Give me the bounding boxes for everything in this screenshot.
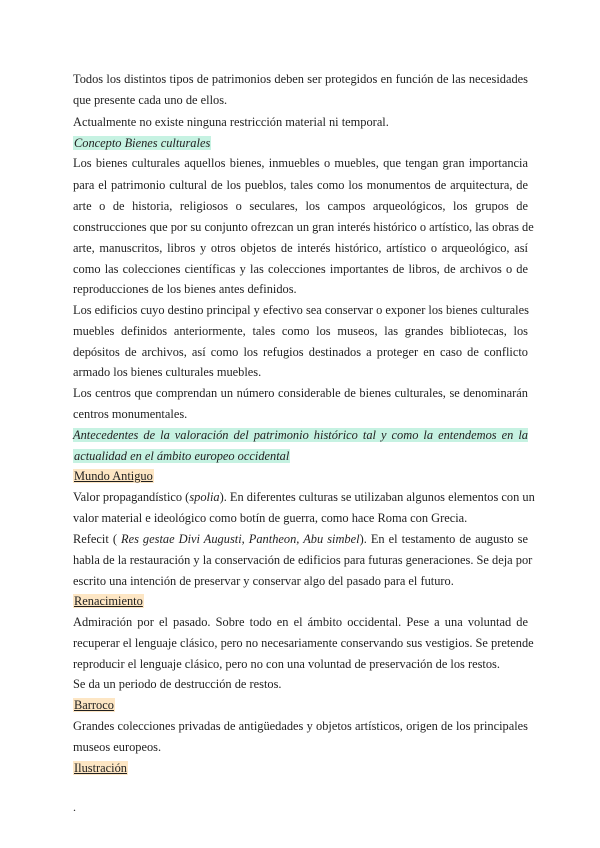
paragraph-line: Todos los distintos tipos de patrimonios deben ser protegidos en función de las necesidades: [73, 72, 528, 86]
text-run: Refecit (: [73, 532, 121, 546]
heading-mundo-antiguo-text: Mundo Antiguo: [74, 469, 153, 483]
paragraph-line: Se da un periodo de destrucción de restos.: [73, 677, 282, 691]
paragraph-line: Los bienes culturales aquellos bienes, inmuebles o muebles, que tengan gran importancia: [73, 156, 528, 170]
paragraph-line: valor material e ideológico como botín de guerra, como hace Roma con Grecia.: [73, 511, 468, 525]
heading-barroco: [73, 698, 528, 712]
paragraph-line: [73, 490, 535, 504]
paragraph-line: para el patrimonio cultural de los pueblos, tales como los monumentos de arquitectura, de: [73, 178, 528, 192]
paragraph-line: armado los bienes culturales muebles.: [73, 365, 262, 379]
paragraph-line: que presente cada uno de ellos.: [73, 93, 228, 107]
italic-run: Res gestae Divi Augusti, Pantheon, Abu simbel: [121, 532, 360, 546]
paragraph-line: habla de la restauración y la conservación de edificios para futuras generaciones. Se deja por: [73, 553, 533, 567]
heading-concepto: [73, 136, 528, 150]
heading-antecedentes: Antecedentes de la valoración del patrimonio histórico tal y como la entendemos en la: [73, 428, 528, 442]
paragraph-line: museos europeos.: [73, 740, 162, 754]
heading-ilustracion-text: Ilustración: [74, 761, 127, 775]
heading-ilustracion: [73, 761, 528, 775]
heading-antecedentes-text: actualidad en el ámbito europeo occidental: [74, 449, 290, 463]
heading-renacimiento: [73, 594, 528, 608]
paragraph-line: arte, manuscritos, libros y otros objetos de interés histórico, artístico o arqueológico, así: [73, 241, 528, 255]
paragraph-line: Los edificios cuyo destino principal y efectivo sea conservar o exponer los bienes culturales: [73, 303, 529, 317]
heading-renacimiento-text: Renacimiento: [74, 594, 143, 608]
paragraph-line: [73, 532, 528, 546]
paragraph-line: reproducciones de los bienes antes definidos.: [73, 282, 297, 296]
paragraph-line: arte o de historia, religiosos o seculares, los campos arqueológicos, los grupos de: [73, 199, 528, 213]
heading-concepto-text: Concepto Bienes culturales: [74, 136, 211, 150]
text-run: Valor propagandístico (: [73, 490, 190, 504]
paragraph-line: como las colecciones científicas y las colecciones importantes de libros, de archivos o de: [73, 262, 528, 276]
paragraph-line: Los centros que comprendan un número considerable de bienes culturales, se denominarán: [73, 386, 528, 400]
heading-antecedentes-line2: [73, 449, 528, 463]
heading-mundo-antiguo: [73, 469, 528, 483]
paragraph-line: Admiración por el pasado. Sobre todo en el ámbito occidental. Pese a una voluntad de: [73, 615, 528, 629]
text-run: ). En el testamento de augusto se: [359, 532, 528, 546]
paragraph-line: Grandes colecciones privadas de antigüedades y objetos artísticos, origen de los principales: [73, 719, 528, 733]
paragraph-line: Actualmente no existe ninguna restricción material ni temporal.: [73, 115, 389, 129]
paragraph-line: muebles definidos anteriormente, tales como los museos, las grandes bibliotecas, los: [73, 324, 528, 338]
heading-barroco-text: Barroco: [74, 698, 114, 712]
paragraph-line: reproducir el lenguaje clásico, pero no con una voluntad de preservación de los restos.: [73, 657, 500, 671]
paragraph-line: construcciones que por su conjunto ofrezcan un gran interés histórico o artístico, las obras de: [73, 220, 534, 234]
text-run: ). En diferentes culturas se utilizaban algunos elementos con un: [219, 490, 535, 504]
paragraph-line: escrito una intención de preservar y conservar algo del pasado para el futuro.: [73, 574, 454, 588]
paragraph-line: centros monumentales.: [73, 407, 188, 421]
italic-run: spolia: [189, 490, 220, 504]
paragraph-line: depósitos de archivos, así como los refugios destinados a proteger en caso de conflicto: [73, 345, 528, 359]
footer-dot: .: [73, 800, 76, 814]
paragraph-line: recuperar el lenguaje clásico, pero no necesariamente conservando sus vestigios. Se pretende: [73, 636, 534, 650]
